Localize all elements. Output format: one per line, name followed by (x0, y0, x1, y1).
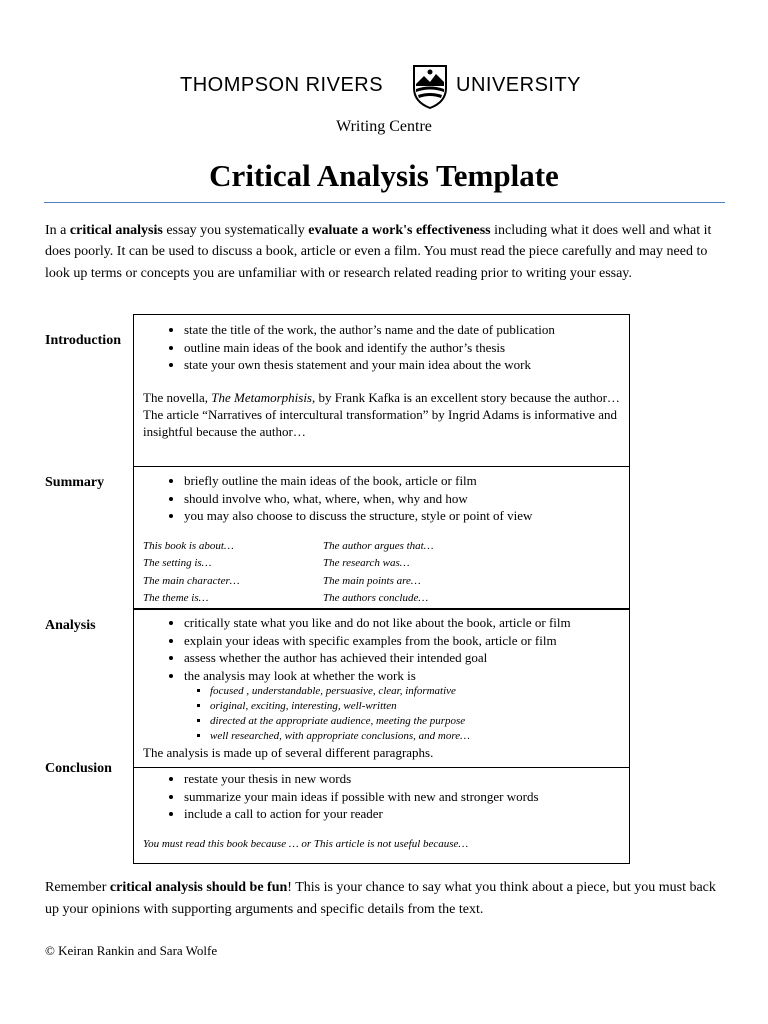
title-divider (44, 202, 725, 203)
intro-text: including what it does well and what it does poorly. It can be used to discuss a book, article or even a film. You must read the piece carefully and may need to look up terms or concepts you are unfamiliar with or research related reading prior to writing your essay. (45, 223, 712, 281)
section-label-introduction: Introduction (45, 333, 121, 348)
list-item: • restate your thesis in new words (184, 770, 629, 788)
list-item: • the analysis may look at whether the work is (184, 667, 629, 685)
example-phrase: The theme is… (143, 592, 209, 604)
sub-list-item: ▪ well researched, with appropriate conclusions, and more… (210, 729, 629, 744)
list-item: • explain your ideas with specific examples from the book, article or film (184, 632, 629, 650)
brand-name-left: THOMPSON RIVERS (180, 74, 384, 96)
example-text: , by Frank Kafka is an excellent story because the author… (311, 389, 620, 405)
outro-text: ! This is your chance to say what you think about a piece, but you must back up your opinions with supporting arguments and specific details from the text. (45, 880, 716, 917)
university-header (0, 62, 768, 122)
section-label-analysis: Analysis (45, 618, 96, 633)
analysis-note: The analysis is made up of several different paragraphs. (143, 745, 434, 760)
sub-list-item: ▪ directed at the appropriate audience, meeting the purpose (210, 714, 629, 729)
sub-bullet-list (134, 684, 629, 744)
tru-shield-logo-icon (410, 62, 450, 110)
intro-text: In a (45, 223, 70, 238)
section-box-conclusion (133, 767, 630, 864)
bullet-list (134, 472, 629, 525)
example-text: The novella, (143, 389, 212, 405)
example-column-right (323, 538, 434, 608)
example-sentence: You must read this book because … or This article is not useful because… (143, 837, 469, 850)
list-item: • outline main ideas of the book and identify the author’s thesis (184, 339, 629, 357)
list-item: • briefly outline the main ideas of the book, article or film (184, 472, 629, 490)
list-item: • assess whether the author has achieved their intended goal (184, 649, 629, 667)
brand-name-right: UNIVERSITY (456, 74, 582, 96)
outro-bold-phrase: critical analysis should be fun (109, 880, 288, 895)
list-item: • you may also choose to discuss the structure, style or point of view (184, 507, 629, 525)
outro-text: Remember (45, 880, 110, 895)
example-phrases (134, 538, 629, 608)
example-phrase: The main points are… (323, 574, 421, 587)
sub-list-item: ▪ focused , understandable, persuasive, clear, informative (210, 684, 629, 699)
example-column-left (143, 538, 240, 608)
sub-list-item: ▪ original, exciting, interesting, well-written (210, 699, 629, 714)
section-box-summary (133, 466, 630, 609)
intro-bold-phrase: evaluate a work's effectiveness (308, 223, 491, 238)
example-sentence: The article “Narratives of intercultural transformation” by Ingrid Adams is informative and insightful because the author… (143, 406, 617, 439)
bullet-list (134, 770, 629, 823)
section-label-summary: Summary (45, 475, 105, 490)
section-box-analysis (133, 609, 630, 768)
section-label-conclusion: Conclusion (45, 761, 112, 776)
example-phrase: The setting is… (143, 557, 212, 569)
example-phrase: The research was… (323, 557, 410, 569)
example-phrase: The main character… (143, 574, 240, 587)
section-box-introduction (133, 314, 630, 467)
list-item: • state the title of the work, the author’s name and the date of publication (184, 321, 629, 339)
subtitle: Writing Centre (336, 118, 432, 135)
intro-paragraph (45, 220, 725, 284)
work-title: The Metamorphisis (211, 389, 312, 405)
list-item: • summarize your main ideas if possible with new and stronger words (184, 788, 629, 806)
list-item: • state your own thesis statement and your main idea about the work (184, 356, 629, 374)
list-item: • should involve who, what, where, when, why and how (184, 490, 629, 508)
example-phrase: The author argues that… (323, 539, 434, 552)
intro-text: essay you systematically (162, 223, 309, 238)
closing-paragraph (45, 877, 725, 920)
page-title: Critical Analysis Template (209, 158, 559, 193)
list-item: • critically state what you like and do not like about the book, article or film (184, 614, 629, 632)
bullet-list (134, 321, 629, 374)
copyright-notice: © Keiran Rankin and Sara Wolfe (45, 943, 218, 958)
example-phrase: The authors conclude… (323, 592, 429, 604)
list-item: • include a call to action for your reader (184, 805, 629, 823)
intro-bold-term: critical analysis (69, 223, 163, 238)
example-sentence (134, 389, 629, 406)
example-phrase: This book is about… (143, 539, 234, 552)
bullet-list (134, 614, 629, 684)
